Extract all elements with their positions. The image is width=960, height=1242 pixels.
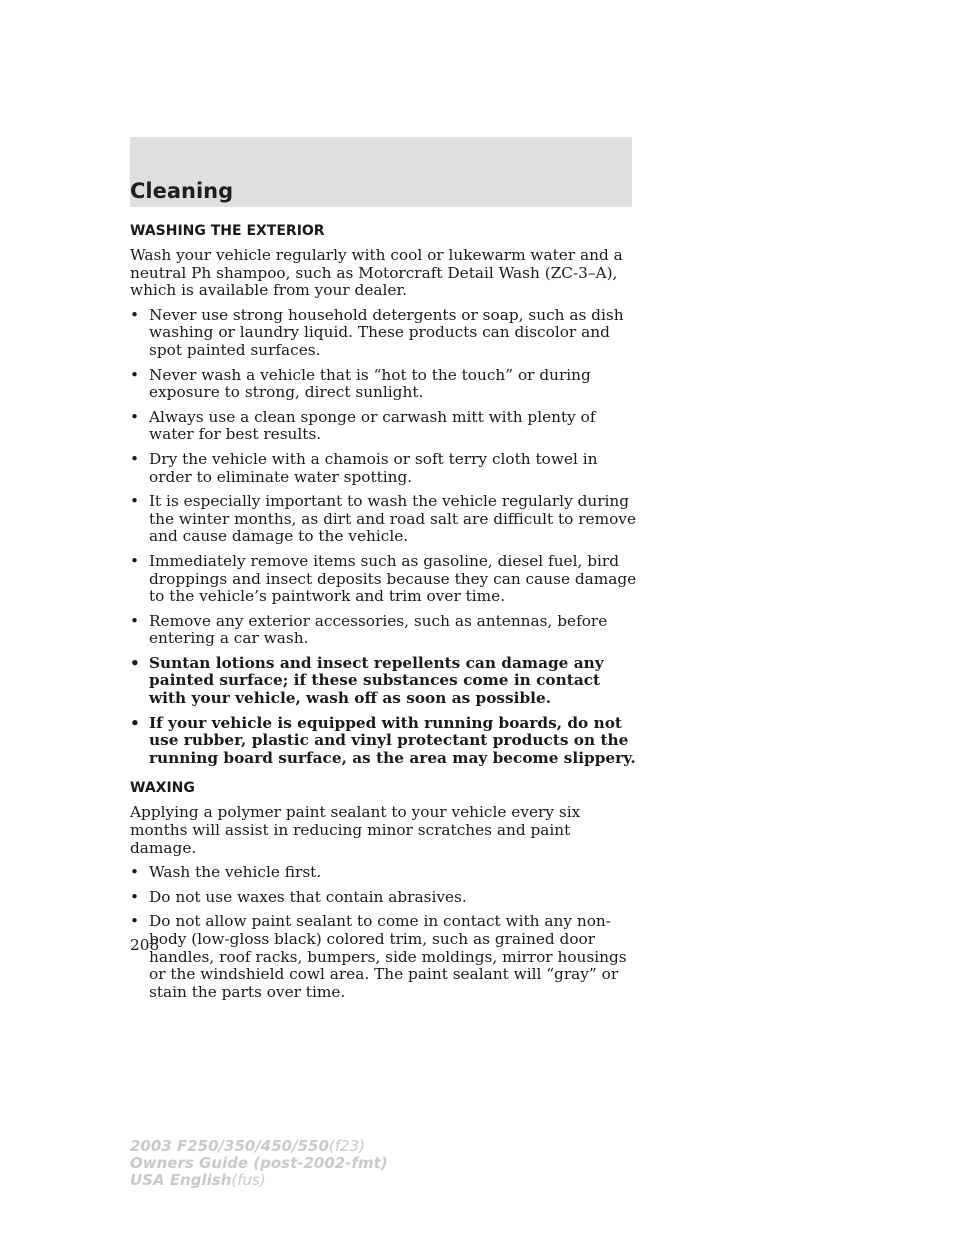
waxing-intro: Applying a polymer paint sealant to your vehicle every six months will assist in reducing minor scratches and paint damage. xyxy=(130,803,581,857)
bullet-icon: • xyxy=(130,365,140,384)
washing-list xyxy=(130,307,640,768)
washing-heading: WASHING THE EXTERIOR xyxy=(130,223,325,239)
washing-intro: Wash your vehicle regularly with cool or lukewarm water and a neutral Ph shampoo, such as Motorcraft Detail Wash (ZC-3–A), which is available from your dealer. xyxy=(130,246,623,300)
page-number: 208 xyxy=(130,936,160,954)
warning-list-item: • If your vehicle is equipped with running boards, do not use rubber, plastic and vinyl protectant products on the running board surface, as the area may become slippery. xyxy=(130,713,636,767)
list-item: • Do not allow paint sealant to come in contact with any non-body (low-gloss black) colored trim, such as grained door handles, roof racks, bumpers, side moldings, mirror housings or the windshield cowl area. The paint sealant will “gray” or stain the parts over time. xyxy=(130,912,627,1001)
bullet-icon: • xyxy=(130,492,140,511)
bullet-icon: • xyxy=(130,449,140,468)
footer-line-model: 2003 F250/350/450/550(f23) xyxy=(130,1137,365,1155)
section-title: Cleaning xyxy=(130,179,234,203)
waxing-heading: WAXING xyxy=(130,780,195,797)
bullet-icon: • xyxy=(130,653,140,672)
warning-list-item: • Suntan lotions and insect repellents can damage any painted surface; if these substances come in contact with your vehicle, wash off as soon as possible. xyxy=(130,653,604,708)
list-item: • Do not use waxes that contain abrasives. xyxy=(130,887,467,906)
bullet-icon: • xyxy=(130,305,140,324)
bullet-icon: • xyxy=(130,863,140,882)
footer-line-language: USA English(fus) xyxy=(130,1171,266,1189)
list-item: • Dry the vehicle with a chamois or soft terry cloth towel in order to eliminate water spotting. xyxy=(130,449,598,486)
page-content xyxy=(130,222,640,1008)
bullet-icon: • xyxy=(130,912,140,931)
waxing-list xyxy=(130,864,640,1001)
bullet-icon: • xyxy=(130,407,140,426)
bullet-icon: • xyxy=(130,611,140,630)
bullet-icon: • xyxy=(130,887,140,906)
list-item: • Never wash a vehicle that is “hot to the touch” or during exposure to strong, direct sunlight. xyxy=(130,365,591,402)
document-footer xyxy=(130,1138,530,1189)
list-item: • Wash the vehicle first. xyxy=(130,863,322,882)
list-item: • Never use strong household detergents or soap, such as dish washing or laundry liquid. These products can discolor and spot painted surfaces. xyxy=(130,305,624,359)
bullet-icon: • xyxy=(130,713,140,732)
list-item: • It is especially important to wash the vehicle regularly during the winter months, as dirt and road salt are difficult to remove and cause damage to the vehicle. xyxy=(130,492,637,546)
list-item: • Always use a clean sponge or carwash mitt with plenty of water for best results. xyxy=(130,407,596,444)
bullet-icon: • xyxy=(130,551,140,570)
list-item: • Immediately remove items such as gasoline, diesel fuel, bird droppings and insect deposits because they can cause damage to the vehicle’s paintwork and trim over time. xyxy=(130,551,637,606)
list-item: • Remove any exterior accessories, such as antennas, before entering a car wash. xyxy=(130,611,608,648)
footer-line-guide: Owners Guide (post-2002-fmt) xyxy=(130,1154,388,1172)
